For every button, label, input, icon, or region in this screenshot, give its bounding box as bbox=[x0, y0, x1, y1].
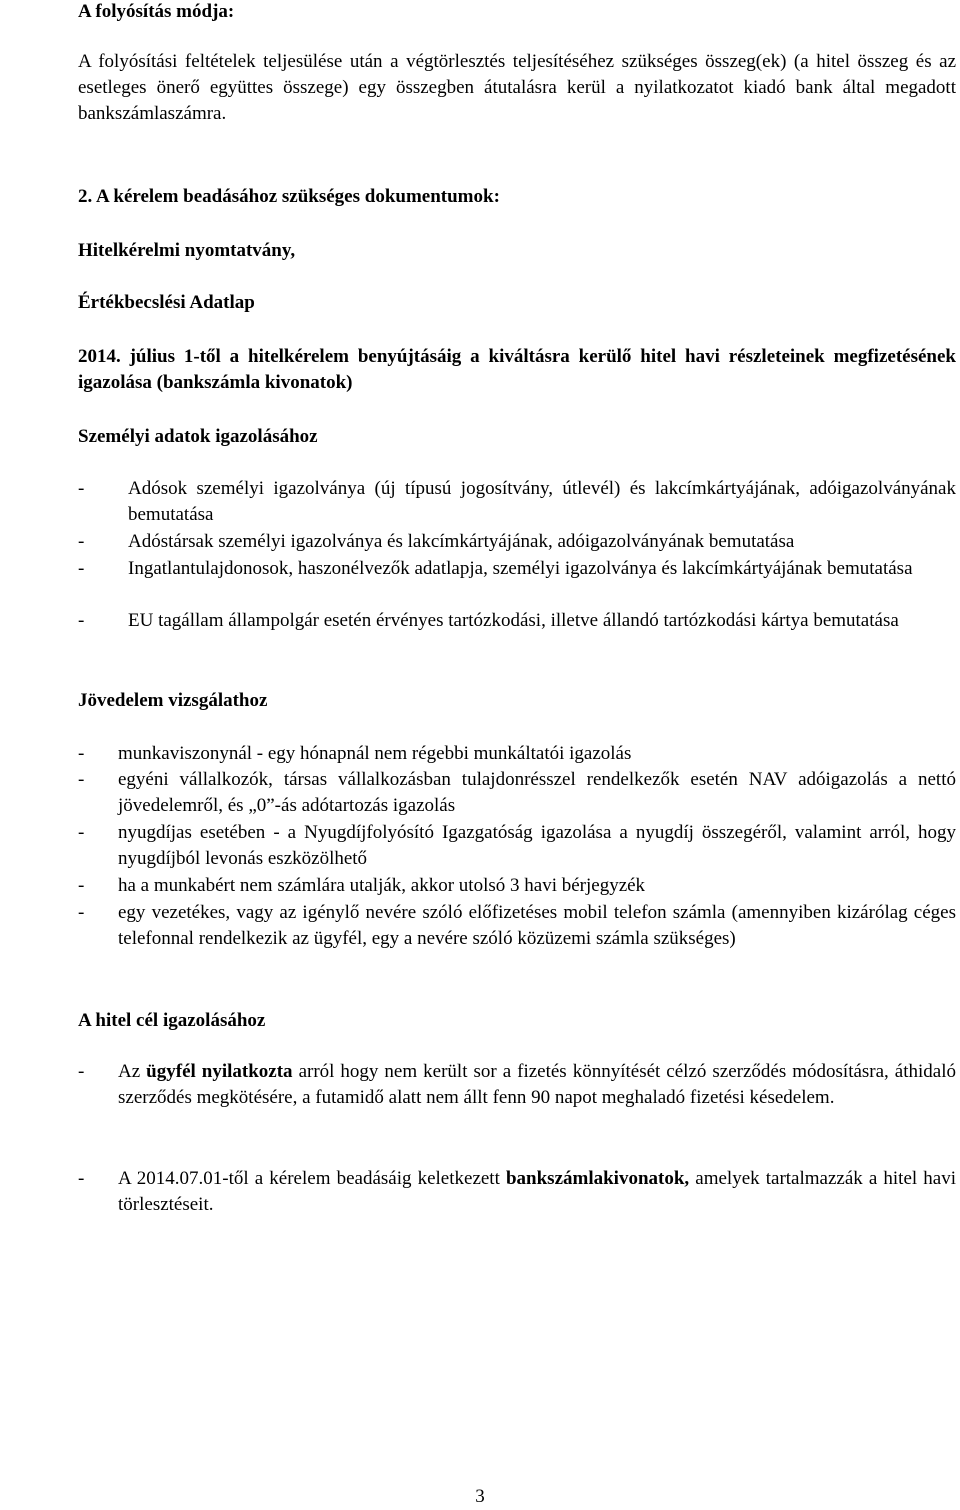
list-dash: - bbox=[78, 610, 85, 631]
list-item bbox=[78, 1059, 956, 1111]
list-item-text: nyugdíjas esetében - a Nyugdíjfolyósító Igazgatóság igazolása a nyugdíj összegéről, valamint arról, hogy nyugdíjból levonás eszközölhető bbox=[118, 822, 956, 869]
disbursement-heading: A folyósítás módja: bbox=[78, 1, 235, 22]
personal-data-heading: Személyi adatok igazolásához bbox=[78, 426, 318, 447]
list-item-text: Ingatlantulajdonosok, haszonélvezők adatlapja, személyi igazolványa és lakcímkártyájának bemutatása bbox=[128, 558, 913, 579]
list-item bbox=[78, 900, 956, 952]
list-dash: - bbox=[78, 1168, 85, 1189]
list-item bbox=[78, 529, 956, 555]
doc-valuation-sheet: Értékbecslési Adatlap bbox=[78, 292, 255, 313]
list-item bbox=[78, 1166, 956, 1218]
list-item-text: ha a munkabért nem számlára utalják, akkor utolsó 3 havi bérjegyzék bbox=[118, 875, 646, 896]
list-dash: - bbox=[78, 478, 85, 499]
statement-requirement: 2014. július 1-től a hitelkérelem benyújtásáig a kiváltásra kerülő hitel havi részleteinek megfizetésének igazolása (bankszámla kivonatok) bbox=[78, 346, 956, 393]
list-item-text: Adóstársak személyi igazolványa és lakcímkártyájának, adóigazolványának bemutatása bbox=[128, 531, 795, 552]
list-item-text: EU tagállam állampolgár esetén érvényes tartózkodási, illetve állandó tartózkodási kártya bemutatása bbox=[128, 610, 899, 631]
list-item-text: egyéni vállalkozók, társas vállalkozásban tulajdonrésszel rendelkezők esetén NAV adóigazolás a nettó jövedelemről, és „0”-ás adótartozás igazolás bbox=[118, 769, 956, 816]
income-heading: Jövedelem vizsgálathoz bbox=[78, 690, 268, 711]
list-item-text: egy vezetékes, vagy az igénylő nevére szóló előfizetéses mobil telefon számla (amennyiben kizárólag céges telefonnal rendelkezik az ügyfél, egy a nevére szóló közüzemi számla szükséges) bbox=[118, 902, 956, 949]
list-item bbox=[78, 741, 956, 767]
list-item bbox=[78, 820, 956, 872]
list-item-text: A 2014.07.01-től a kérelem beadásáig keletkezett bankszámlakivonatok, amelyek tartalmazzák a hitel havi törlesztéseit. bbox=[118, 1168, 956, 1215]
list-item bbox=[78, 556, 956, 582]
list-item-text: Az ügyfél nyilatkozta arról hogy nem került sor a fizetés könnyítését célzó szerződés módosításra, áthidaló szerződés megkötésére, a futamidő alatt nem állt fenn 90 napot meghaladó fizetési késedelem. bbox=[118, 1061, 957, 1108]
list-dash: - bbox=[78, 875, 85, 896]
list-dash: - bbox=[78, 743, 85, 764]
page-number: 3 bbox=[475, 1486, 485, 1507]
list-item-text: munkaviszonynál - egy hónapnál nem régebbi munkáltatói igazolás bbox=[118, 743, 632, 764]
list-dash: - bbox=[78, 822, 85, 843]
disbursement-paragraph: A folyósítási feltételek teljesülése után a végtörlesztés teljesítéséhez szükséges összeg(ek) (a hitel összeg és az esetleges önerő együttes összege) egy összegben átutalásra kerül a nyilatkozatot kiadó bank által megadott bankszámlaszámra. bbox=[78, 51, 956, 124]
list-item bbox=[78, 608, 956, 634]
list-dash: - bbox=[78, 1061, 85, 1082]
documents-heading: 2. A kérelem beadásához szükséges dokumentumok: bbox=[78, 186, 500, 207]
list-dash: - bbox=[78, 531, 85, 552]
doc-loan-application-form: Hitelkérelmi nyomtatvány, bbox=[78, 240, 296, 261]
list-dash: - bbox=[78, 902, 85, 923]
list-dash: - bbox=[78, 558, 85, 579]
list-dash: - bbox=[78, 769, 85, 790]
purpose-heading: A hitel cél igazolásához bbox=[78, 1010, 266, 1031]
list-item bbox=[78, 476, 956, 528]
list-item bbox=[78, 873, 956, 899]
list-item bbox=[78, 767, 956, 819]
list-item-text: Adósok személyi igazolványa (új típusú jogosítvány, útlevél) és lakcímkártyájának, adóigazolványának bemutatása bbox=[128, 478, 956, 525]
